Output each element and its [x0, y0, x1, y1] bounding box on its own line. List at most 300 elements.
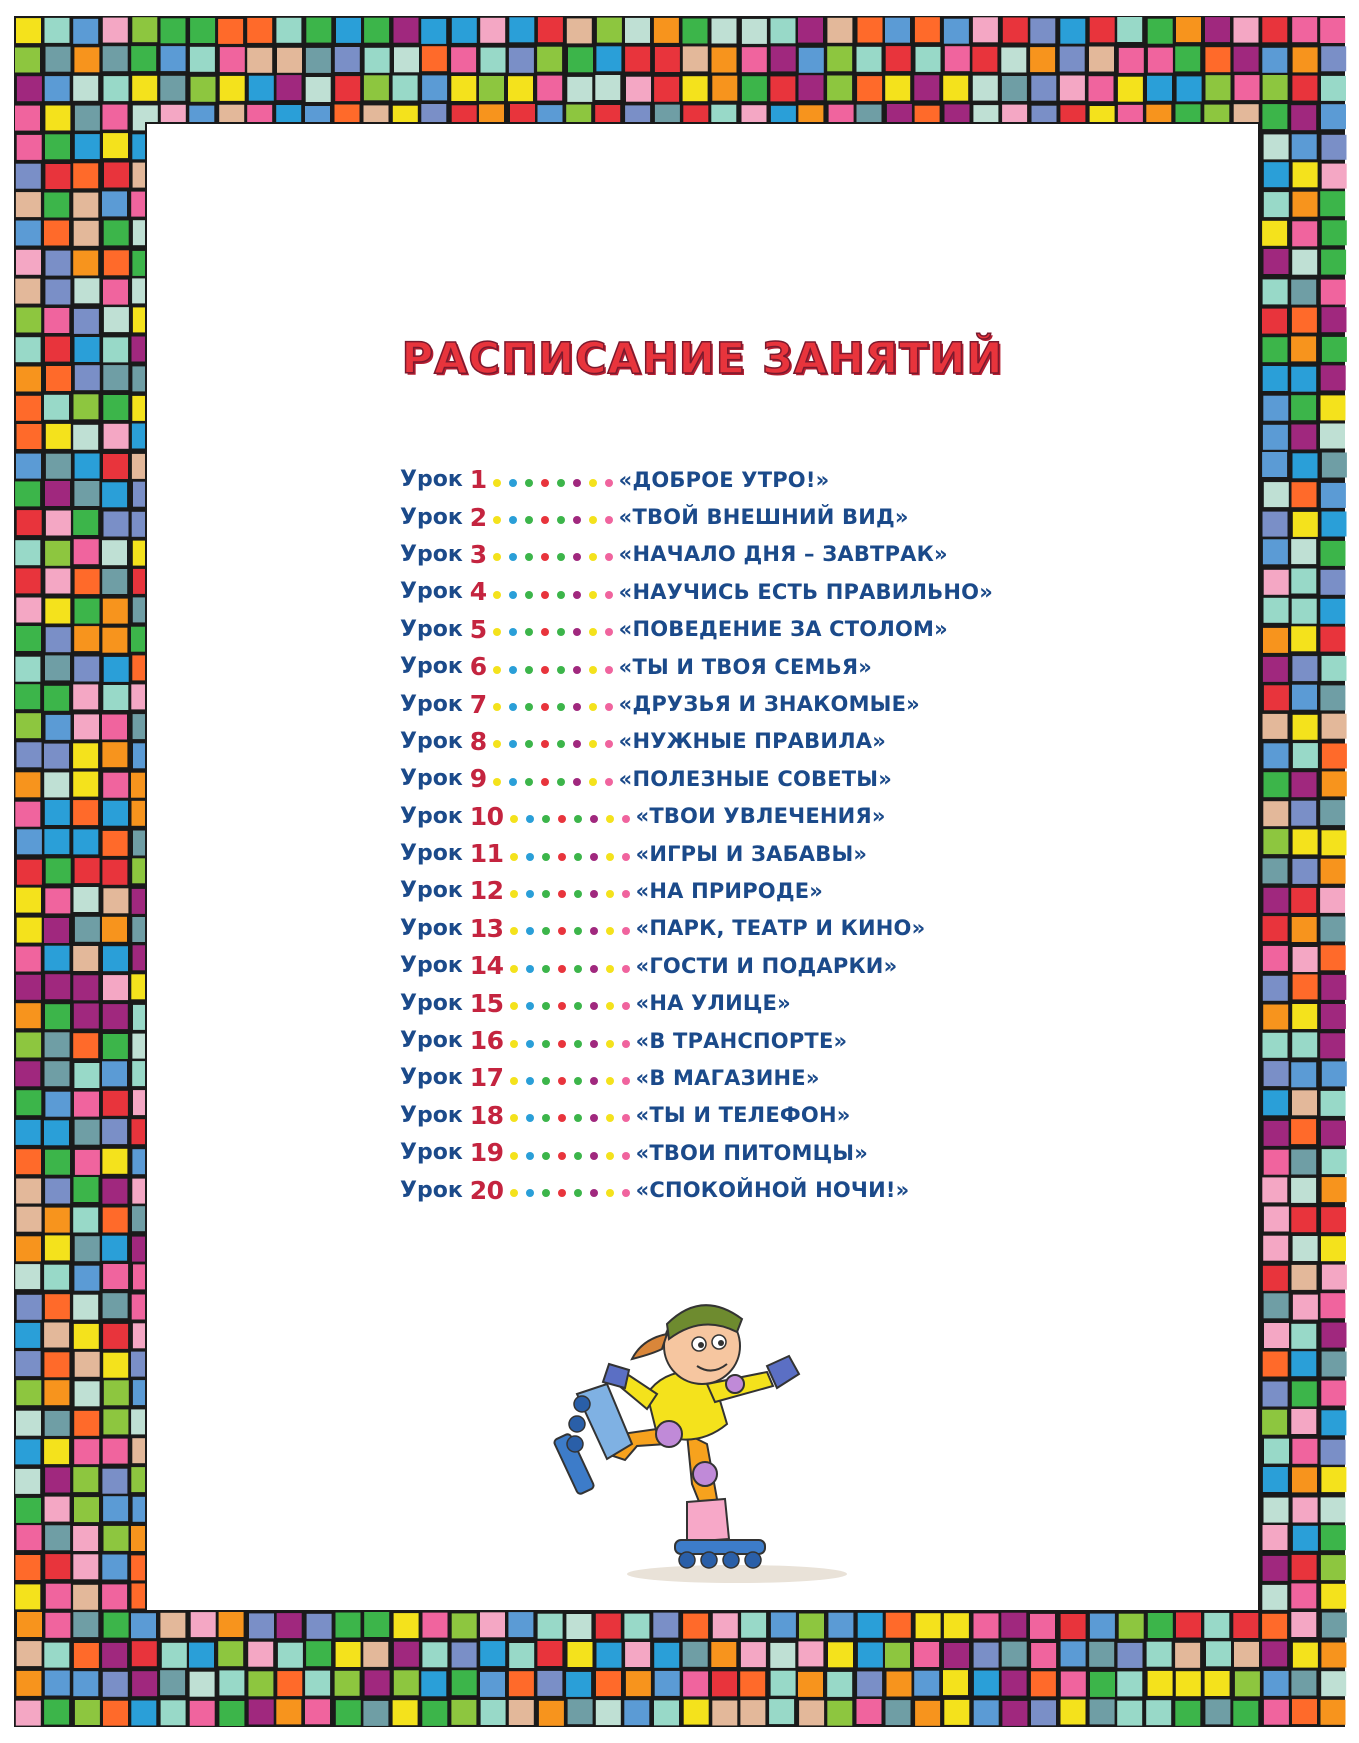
- mosaic-tile: [1292, 76, 1317, 101]
- leader-dot: [589, 553, 597, 561]
- mosaic-tile: [73, 1554, 98, 1579]
- lesson-word: Урок: [400, 541, 463, 567]
- mosaic-tile: [625, 47, 650, 72]
- mosaic-tile: [16, 1671, 41, 1696]
- lesson-row: [400, 984, 993, 1021]
- leader-dot: [557, 479, 565, 487]
- leader-dot: [574, 1114, 582, 1122]
- mosaic-tile: [102, 628, 127, 653]
- dot-leader: [510, 1040, 630, 1048]
- mosaic-tile: [481, 1700, 506, 1725]
- mosaic-tile: [74, 47, 99, 72]
- leader-dot: [573, 479, 581, 487]
- mosaic-tile: [17, 76, 42, 101]
- mosaic-tile: [46, 366, 71, 391]
- lesson-title: «ПОЛЕЗНЫЕ СОВЕТЫ»: [618, 766, 893, 791]
- mosaic-tile: [1263, 337, 1288, 362]
- mosaic-tile: [886, 46, 911, 71]
- mosaic-tile: [1263, 657, 1288, 682]
- mosaic-tile: [1321, 280, 1346, 305]
- leader-dot: [590, 1152, 598, 1160]
- mosaic-tile: [74, 714, 99, 739]
- leader-dot: [558, 965, 566, 973]
- lesson-title: «В ТРАНСПОРТЕ»: [635, 1028, 848, 1053]
- mosaic-tile: [1262, 1410, 1287, 1435]
- mosaic-tile: [75, 1236, 100, 1261]
- mosaic-tile: [45, 280, 70, 305]
- mosaic-tile: [798, 1672, 823, 1697]
- mosaic-tile: [1264, 1207, 1289, 1232]
- leader-dot: [558, 1189, 566, 1197]
- mosaic-tile: [103, 685, 128, 710]
- mosaic-tile: [16, 713, 41, 738]
- mosaic-tile: [15, 802, 40, 827]
- mosaic-tile: [276, 1699, 301, 1724]
- mosaic-tile: [1322, 1061, 1347, 1086]
- leader-dot: [526, 1189, 534, 1197]
- leader-dot: [557, 740, 565, 748]
- mosaic-tile: [1322, 337, 1347, 362]
- mosaic-tile: [102, 1584, 127, 1609]
- leader-dot: [525, 666, 533, 674]
- mosaic-tile: [45, 1004, 70, 1029]
- lesson-title: «ДОБРОЕ УТРО!»: [618, 467, 830, 492]
- mosaic-tile: [44, 193, 69, 218]
- mosaic-tile: [45, 541, 70, 566]
- leader-dot: [606, 890, 614, 898]
- mosaic-tile: [914, 1642, 939, 1667]
- leader-dot: [574, 1040, 582, 1048]
- lesson-number: 2: [469, 502, 487, 532]
- mosaic-tile: [1291, 367, 1316, 392]
- mosaic-tile: [712, 1701, 737, 1726]
- lesson-number: 15: [469, 988, 504, 1018]
- mosaic-tile: [972, 47, 997, 72]
- mosaic-tile: [1320, 599, 1345, 624]
- mosaic-tile: [394, 1642, 419, 1667]
- mosaic-tile: [1263, 1236, 1288, 1261]
- mosaic-tile: [103, 1034, 128, 1059]
- lesson-word: Урок: [400, 841, 463, 867]
- leader-dot: [510, 890, 518, 898]
- mosaic-tile: [1322, 135, 1347, 160]
- mosaic-tile: [75, 917, 100, 942]
- mosaic-tile: [104, 1380, 129, 1405]
- dot-leader: [493, 479, 613, 487]
- mosaic-tile: [44, 829, 69, 854]
- mosaic-tile: [104, 1526, 129, 1551]
- mosaic-tile: [45, 76, 70, 101]
- mosaic-tile: [103, 773, 128, 798]
- mosaic-tile: [45, 18, 70, 43]
- mosaic-tile: [73, 684, 98, 709]
- mosaic-tile: [247, 48, 272, 73]
- mosaic-tile: [16, 367, 41, 392]
- leader-dot: [557, 516, 565, 524]
- dot-leader: [510, 1189, 630, 1197]
- mosaic-tile: [1292, 134, 1317, 159]
- mosaic-tile: [336, 1642, 361, 1667]
- mosaic-tile: [307, 1614, 332, 1639]
- mosaic-tile: [654, 1643, 679, 1668]
- mosaic-tile: [306, 48, 331, 73]
- leader-dot: [558, 1152, 566, 1160]
- mosaic-tile: [857, 1699, 882, 1724]
- mosaic-tile: [1293, 453, 1318, 478]
- page-title: РАСПИСАНИЕ ЗАНЯТИЙ: [401, 334, 1004, 384]
- mosaic-tile: [480, 1672, 505, 1697]
- mosaic-tile: [1118, 77, 1143, 102]
- mosaic-tile: [104, 220, 129, 245]
- mosaic-tile: [45, 1497, 70, 1522]
- lesson-title: «ТЫ И ТВОЯ СЕМЬЯ»: [618, 654, 872, 679]
- mosaic-tile: [1263, 75, 1288, 100]
- mosaic-tile: [17, 742, 42, 767]
- lesson-number: 16: [469, 1026, 504, 1056]
- mosaic-tile: [1148, 1613, 1173, 1638]
- mosaic-tile: [73, 1526, 98, 1551]
- mosaic-tile: [1322, 771, 1347, 796]
- leader-dot: [574, 890, 582, 898]
- mosaic-tile: [75, 599, 100, 624]
- leader-dot: [605, 666, 613, 674]
- dot-leader: [510, 1114, 630, 1122]
- lesson-word: Урок: [400, 878, 463, 904]
- leader-dot: [525, 703, 533, 711]
- mosaic-tile: [16, 1236, 41, 1261]
- mosaic-tile: [277, 48, 302, 73]
- mosaic-tile: [858, 1613, 883, 1638]
- mosaic-tile: [102, 540, 127, 565]
- mosaic-tile: [1262, 452, 1287, 477]
- lesson-word: Урок: [400, 616, 463, 642]
- dot-leader: [493, 666, 613, 674]
- mosaic-tile: [1320, 888, 1345, 913]
- mosaic-tile: [1263, 1266, 1288, 1291]
- mosaic-tile: [46, 627, 71, 652]
- mosaic-tile: [46, 251, 71, 276]
- mosaic-tile: [1293, 1643, 1318, 1668]
- lesson-number: 3: [469, 539, 487, 569]
- mosaic-tile: [73, 946, 98, 971]
- mosaic-tile: [73, 19, 98, 44]
- mosaic-tile: [17, 424, 42, 449]
- mosaic-tile: [219, 1670, 244, 1695]
- lesson-word: Урок: [400, 1140, 463, 1166]
- mosaic-tile: [1061, 1700, 1086, 1725]
- leader-dot: [525, 740, 533, 748]
- mosaic-tile: [74, 1643, 99, 1668]
- mosaic-tile: [1321, 1584, 1346, 1609]
- mosaic-tile: [1321, 104, 1346, 129]
- mosaic-tile: [887, 1672, 912, 1697]
- lesson-row: [400, 1134, 993, 1171]
- mosaic-tile: [16, 1179, 41, 1204]
- mosaic-tile: [568, 1642, 593, 1667]
- leader-dot: [526, 815, 534, 823]
- mosaic-tile: [1176, 1613, 1201, 1638]
- mosaic-tile: [220, 47, 245, 72]
- mosaic-tile: [74, 1092, 99, 1117]
- mosaic-tile: [479, 76, 504, 101]
- front-skate: [675, 1499, 765, 1568]
- mosaic-tile: [974, 1671, 999, 1696]
- mosaic-tile: [1320, 800, 1345, 825]
- mosaic-tile: [15, 481, 40, 506]
- mosaic-tile: [75, 1150, 100, 1175]
- mosaic-tile: [944, 1700, 969, 1725]
- mosaic-tile: [15, 540, 40, 565]
- mosaic-tile: [827, 46, 852, 71]
- mosaic-tile: [771, 1671, 796, 1696]
- leader-dot: [541, 553, 549, 561]
- mosaic-tile: [1291, 1119, 1316, 1144]
- leader-dot: [573, 703, 581, 711]
- mosaic-tile: [16, 396, 41, 421]
- mosaic-tile: [1293, 162, 1318, 187]
- mosaic-tile: [1263, 916, 1288, 941]
- mosaic-tile: [75, 134, 100, 159]
- mosaic-tile: [1292, 1265, 1317, 1290]
- mosaic-tile: [974, 1643, 999, 1668]
- mosaic-tile: [103, 975, 128, 1000]
- mosaic-tile: [45, 1235, 70, 1260]
- mosaic-tile: [421, 19, 446, 44]
- mosaic-tile: [857, 1671, 882, 1696]
- mosaic-tile: [1293, 829, 1318, 854]
- mosaic-tile: [1090, 1614, 1115, 1639]
- mosaic-tile: [75, 365, 100, 390]
- leader-dot: [573, 740, 581, 748]
- leader-dot: [606, 1114, 614, 1122]
- leader-dot: [542, 1152, 550, 1160]
- mosaic-tile: [1291, 569, 1316, 594]
- mosaic-tile: [1291, 1150, 1316, 1175]
- leader-dot: [510, 927, 518, 935]
- mosaic-tile: [46, 454, 71, 479]
- lesson-word: Урок: [400, 728, 463, 754]
- mosaic-tile: [1264, 772, 1289, 797]
- mosaic-tile: [45, 1092, 70, 1117]
- mosaic-tile: [1292, 917, 1317, 942]
- dot-leader: [493, 516, 613, 524]
- mosaic-tile: [1263, 396, 1288, 421]
- mosaic-tile: [73, 829, 98, 854]
- mosaic-tile: [46, 858, 71, 883]
- mosaic-tile: [276, 18, 301, 43]
- mosaic-tile: [46, 47, 71, 72]
- mosaic-tile: [1002, 1671, 1027, 1696]
- leader-dot: [558, 1040, 566, 1048]
- mosaic-tile: [73, 1612, 98, 1637]
- mosaic-tile: [1292, 599, 1317, 624]
- leader-dot: [573, 553, 581, 561]
- mosaic-tile: [248, 1642, 273, 1667]
- mosaic-tile: [509, 1671, 534, 1696]
- lesson-number: 6: [469, 652, 487, 682]
- dot-leader: [510, 1002, 630, 1010]
- mosaic-tile: [799, 75, 824, 100]
- leader-dot: [525, 628, 533, 636]
- mosaic-tile: [45, 1150, 70, 1175]
- mosaic-tile: [44, 308, 69, 333]
- mosaic-tile: [1322, 1265, 1347, 1290]
- mosaic-tile: [131, 46, 156, 71]
- mosaic-tile: [74, 1004, 99, 1029]
- mosaic-tile: [1293, 1295, 1318, 1320]
- mosaic-tile: [1321, 1236, 1346, 1261]
- leader-dot: [573, 778, 581, 786]
- mosaic-tile: [1262, 1177, 1287, 1202]
- leader-dot: [541, 591, 549, 599]
- mosaic-tile: [16, 1351, 41, 1376]
- lesson-row: [400, 872, 993, 909]
- leader-dot: [510, 1077, 518, 1085]
- leader-dot: [493, 740, 501, 748]
- lesson-word: Урок: [400, 1102, 463, 1128]
- mosaic-tile: [189, 1643, 214, 1668]
- leader-dot: [509, 516, 517, 524]
- mosaic-tile: [537, 76, 562, 101]
- mosaic-tile: [566, 1672, 591, 1697]
- mosaic-tile: [1321, 570, 1346, 595]
- mosaic-tile: [16, 250, 41, 275]
- mosaic-tile: [1264, 1061, 1289, 1086]
- leader-dot: [509, 778, 517, 786]
- mosaic-tile: [44, 1120, 69, 1145]
- mosaic-tile: [44, 1323, 69, 1348]
- mosaic-tile: [1291, 1351, 1316, 1376]
- mosaic-tile: [364, 1612, 389, 1637]
- leader-dot: [526, 1002, 534, 1010]
- mosaic-tile: [1321, 250, 1346, 275]
- mosaic-tile: [1292, 1699, 1317, 1724]
- mosaic-tile: [1264, 743, 1289, 768]
- mosaic-tile: [17, 510, 42, 535]
- mosaic-tile: [712, 1671, 737, 1696]
- mosaic-tile: [73, 772, 98, 797]
- leader-dot: [542, 853, 550, 861]
- leader-dot: [493, 591, 501, 599]
- mosaic-tile: [16, 626, 41, 651]
- mosaic-tile: [44, 1352, 69, 1377]
- dot-leader: [510, 890, 630, 898]
- mosaic-tile: [1030, 18, 1055, 43]
- mosaic-tile: [1148, 48, 1173, 73]
- mosaic-tile: [1292, 1555, 1317, 1580]
- leader-dot: [622, 965, 630, 973]
- mosaic-tile: [45, 1294, 70, 1319]
- mosaic-tile: [102, 191, 127, 216]
- mosaic-tile: [451, 47, 476, 72]
- mosaic-tile: [1177, 76, 1202, 101]
- mosaic-tile: [44, 918, 69, 943]
- dot-leader: [510, 927, 630, 935]
- mosaic-tile: [1320, 424, 1345, 449]
- leader-dot: [493, 666, 501, 674]
- lesson-word: Урок: [400, 953, 463, 979]
- mosaic-tile: [1292, 1467, 1317, 1492]
- mosaic-tile: [132, 1671, 157, 1696]
- mosaic-tile: [75, 106, 100, 131]
- leader-dot: [558, 927, 566, 935]
- mosaic-tile: [1321, 1004, 1346, 1029]
- mosaic-tile: [305, 1699, 330, 1724]
- mosaic-tile: [364, 18, 389, 43]
- lesson-row: [400, 1022, 993, 1059]
- mosaic-tile: [1320, 191, 1345, 216]
- lesson-row: [400, 461, 993, 498]
- mosaic-tile: [44, 1380, 69, 1405]
- lesson-row: [400, 947, 993, 984]
- mosaic-tile: [191, 1612, 216, 1637]
- mosaic-tile: [45, 888, 70, 913]
- mosaic-tile: [103, 1324, 128, 1349]
- leader-dot: [589, 628, 597, 636]
- mosaic-tile: [568, 1699, 593, 1724]
- leader-dot: [589, 703, 597, 711]
- mosaic-tile: [102, 1119, 127, 1144]
- mosaic-tile: [104, 307, 129, 332]
- lesson-row: [400, 685, 993, 722]
- mosaic-tile: [74, 481, 99, 506]
- mosaic-tile: [44, 772, 69, 797]
- mosaic-tile: [75, 1700, 100, 1725]
- mosaic-tile: [74, 1266, 99, 1291]
- leader-dot: [541, 740, 549, 748]
- leader-dot: [557, 553, 565, 561]
- mosaic-tile: [1119, 48, 1144, 73]
- mosaic-tile: [683, 76, 708, 101]
- leader-dot: [605, 479, 613, 487]
- mosaic-tile: [75, 337, 100, 362]
- mosaic-tile: [1148, 19, 1173, 44]
- mosaic-tile: [712, 48, 737, 73]
- mosaic-tile: [103, 1409, 128, 1434]
- leader-dot: [526, 1077, 534, 1085]
- mosaic-tile: [16, 1149, 41, 1174]
- mosaic-tile: [103, 888, 128, 913]
- mosaic-tile: [1030, 1614, 1055, 1639]
- lesson-title: «НА УЛИЦЕ»: [635, 991, 791, 1016]
- dot-leader: [510, 853, 630, 861]
- mosaic-tile: [1322, 512, 1347, 537]
- mosaic-tile: [1002, 1642, 1027, 1667]
- leader-dot: [622, 927, 630, 935]
- leader-dot: [509, 740, 517, 748]
- mosaic-tile: [1293, 1498, 1318, 1523]
- mosaic-tile: [73, 743, 98, 768]
- mosaic-tile: [44, 686, 69, 711]
- mosaic-tile: [17, 1612, 42, 1637]
- mosaic-tile: [17, 1525, 42, 1550]
- mosaic-tile: [654, 77, 679, 102]
- leader-dot: [558, 815, 566, 823]
- mosaic-tile: [74, 1439, 99, 1464]
- mosaic-tile: [1321, 859, 1346, 884]
- mosaic-tile: [1293, 47, 1318, 72]
- mosaic-tile: [1291, 888, 1316, 913]
- mosaic-tile: [190, 18, 215, 43]
- mosaic-tile: [15, 106, 40, 131]
- mosaic-tile: [74, 278, 99, 303]
- mosaic-tile: [103, 454, 128, 479]
- mosaic-tile: [1263, 946, 1288, 971]
- mosaic-tile: [16, 1498, 41, 1523]
- mosaic-tile: [16, 308, 41, 333]
- mosaic-tile: [102, 569, 127, 594]
- mosaic-tile: [103, 1091, 128, 1116]
